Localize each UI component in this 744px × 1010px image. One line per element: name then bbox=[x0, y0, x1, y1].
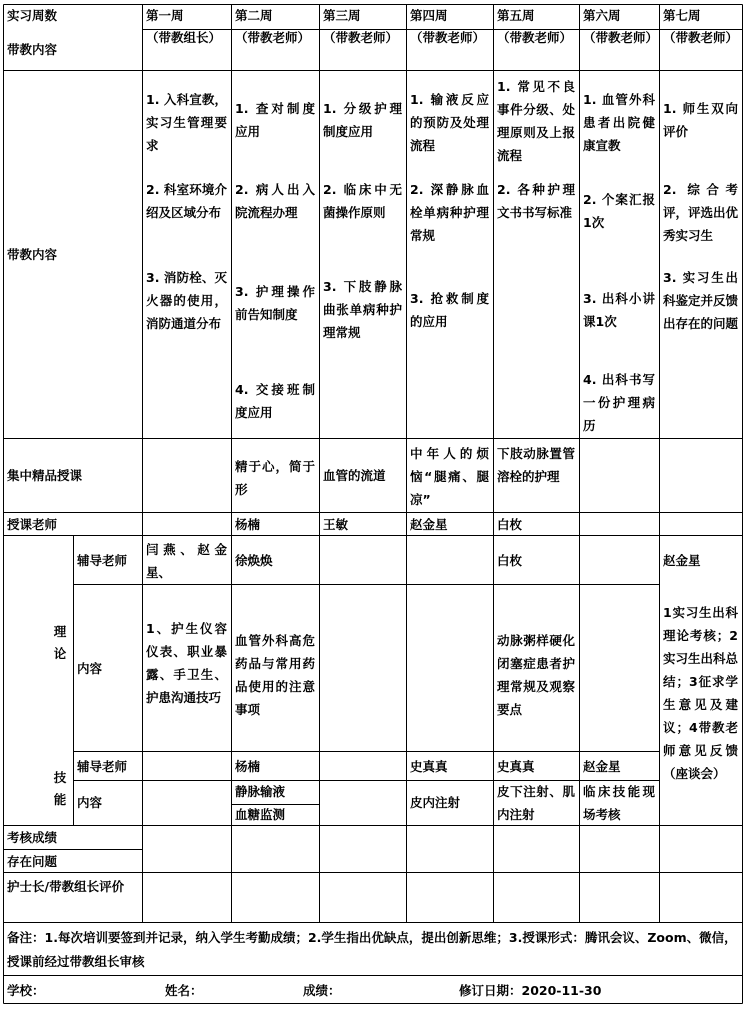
week-3-header: 第三周 bbox=[323, 8, 361, 23]
skills-tutor-w6: 赵金星 bbox=[583, 759, 621, 774]
week-5-header: 第五周 bbox=[497, 8, 535, 23]
weeks-label: 实习周数 bbox=[7, 8, 58, 23]
skills-content-w6: 临床技能现场考核 bbox=[583, 784, 655, 822]
content-header-label: 带教内容 bbox=[7, 42, 58, 57]
week-6-role: （带教老师） bbox=[583, 30, 659, 45]
week-1-header: 第一周 bbox=[146, 8, 184, 23]
theory-tutor-w2: 徐焕焕 bbox=[235, 553, 273, 568]
skills-tutor-w5: 史真真 bbox=[497, 759, 535, 774]
skills-tutor-w4: 史真真 bbox=[410, 759, 448, 774]
skills-label: 技能 bbox=[53, 770, 67, 807]
week-3-role: （带教老师） bbox=[323, 30, 399, 45]
theory-label: 理论 bbox=[53, 624, 67, 661]
w5-item-2: 2. 各种护理文书书写标准 bbox=[497, 182, 575, 220]
week-1-role: （带教组长） bbox=[146, 30, 222, 45]
w5-item-1: 1. 常见不良事件分级、处理原则及上报流程 bbox=[497, 79, 575, 163]
w7-item-1: 1. 师生双向评价 bbox=[663, 101, 738, 139]
lecture-w2: 精于心，简于形 bbox=[235, 459, 315, 497]
lecture-w3: 血管的流道 bbox=[323, 468, 386, 483]
note: 备注：1.每次培训要签到并记录，纳入学生考勤成绩；2.学生指出优缺点，提出创新思维；3.授课形式：腾讯会议、Zoom、微信，授课前经过带教组长审核 bbox=[7, 930, 737, 969]
lecturer-w2: 杨楠 bbox=[235, 517, 261, 532]
theory-content-w7: 1实习生出科理论考核；2实习生出科总结；3征求学生意见及建议；4带教老师意见反馈（座谈会） bbox=[663, 605, 739, 781]
skills-tutor-label: 辅导老师 bbox=[77, 759, 128, 774]
w3-item-1: 1. 分级护理制度应用 bbox=[323, 101, 402, 139]
w4-item-2: 2. 深静脉血栓单病种护理常规 bbox=[410, 182, 489, 243]
w6-item-1: 1. 血管外科患者出院健康宣教 bbox=[583, 92, 655, 153]
name-field: 姓名： bbox=[165, 983, 203, 998]
w3-item-3: 3. 下肢静脉曲张单病种护理常规 bbox=[323, 279, 402, 340]
w2-item-3: 3. 护理操作前告知制度 bbox=[235, 284, 315, 322]
theory-tutor-w5: 白枚 bbox=[497, 553, 523, 568]
theory-content-w1: 1、护生仪容仪表、职业暴露、手卫生、护患沟通技巧 bbox=[146, 621, 227, 705]
theory-content-label: 内容 bbox=[77, 661, 103, 676]
theory-content-w2: 血管外科高危药品与常用药品使用的注意事项 bbox=[235, 633, 315, 717]
w1-item-2: 2. 科室环境介绍及区域分布 bbox=[146, 182, 227, 220]
theory-content-w5: 动脉粥样硬化闭塞症患者护理常规及观察要点 bbox=[497, 633, 575, 717]
w4-item-1: 1. 输液反应的预防及处理流程 bbox=[410, 92, 489, 153]
skills-content-w4: 皮内注射 bbox=[410, 795, 461, 810]
evaluation-label: 护士长/带教组长评价 bbox=[7, 879, 125, 894]
w1-item-3: 3. 消防栓、灭火器的使用，消防通道分布 bbox=[146, 270, 227, 331]
theory-tutor-label: 辅导老师 bbox=[77, 553, 128, 568]
lecturer-w5: 白枚 bbox=[497, 517, 523, 532]
theory-tutor-w1: 闫燕、赵金星、 bbox=[146, 542, 227, 580]
lecture-w5: 下肢动脉置管溶栓的护理 bbox=[497, 446, 575, 484]
week-2-role: （带教老师） bbox=[235, 30, 311, 45]
w6-item-2: 2. 个案汇报1次 bbox=[583, 192, 655, 230]
theory-tutor-w7: 赵金星 bbox=[663, 553, 701, 568]
lectures-label: 集中精品授课 bbox=[7, 468, 83, 483]
issues-label: 存在问题 bbox=[7, 854, 58, 869]
lecturer-w4: 赵金星 bbox=[410, 517, 448, 532]
skills-tutor-w2: 杨楠 bbox=[235, 759, 261, 774]
w4-item-3: 3. 抢救制度的应用 bbox=[410, 291, 489, 329]
skills-content-label: 内容 bbox=[77, 795, 103, 810]
school-field: 学校： bbox=[7, 983, 45, 998]
w2-item-2: 2. 病人出入院流程办理 bbox=[235, 182, 315, 220]
w2-item-4: 4. 交接班制度应用 bbox=[235, 382, 315, 420]
lecture-w4: 中年人的烦恼“腿痛、腿凉” bbox=[410, 446, 489, 507]
skills-content-w2-b: 血糖监测 bbox=[235, 807, 286, 822]
w1-item-1: 1. 入科宣教，实习生管理要求 bbox=[146, 92, 227, 153]
week-7-role: （带教老师） bbox=[663, 30, 739, 45]
w2-item-1: 1. 查对制度应用 bbox=[235, 101, 315, 139]
w7-item-2: 2. 综合考评，评选出优秀实习生 bbox=[663, 182, 739, 243]
skills-content-w2-a: 静脉输液 bbox=[235, 784, 286, 799]
training-schedule-form bbox=[3, 4, 743, 1004]
week-5-role: （带教老师） bbox=[497, 30, 573, 45]
week-6-header: 第六周 bbox=[583, 8, 621, 23]
lecturer-w3: 王敏 bbox=[323, 517, 349, 532]
w3-item-2: 2. 临床中无菌操作原则 bbox=[323, 182, 402, 220]
week-7-header: 第七周 bbox=[663, 8, 701, 23]
w6-item-3: 3. 出科小讲课1次 bbox=[583, 291, 655, 329]
revision-date: 修订日期：2020-11-30 bbox=[459, 983, 602, 998]
week-4-role: （带教老师） bbox=[410, 30, 486, 45]
teaching-content-label: 带教内容 bbox=[7, 247, 58, 262]
assessment-label: 考核成绩 bbox=[7, 830, 58, 845]
lecturers-label: 授课老师 bbox=[7, 517, 58, 532]
w7-item-3: 3. 实习生出科鉴定并反馈出存在的问题 bbox=[663, 270, 739, 331]
week-2-header: 第二周 bbox=[235, 8, 273, 23]
skills-content-w5: 皮下注射、肌内注射 bbox=[497, 784, 575, 822]
score-field: 成绩： bbox=[303, 983, 341, 998]
w6-item-4: 4. 出科书写一份护理病历 bbox=[583, 372, 655, 433]
week-4-header: 第四周 bbox=[410, 8, 448, 23]
